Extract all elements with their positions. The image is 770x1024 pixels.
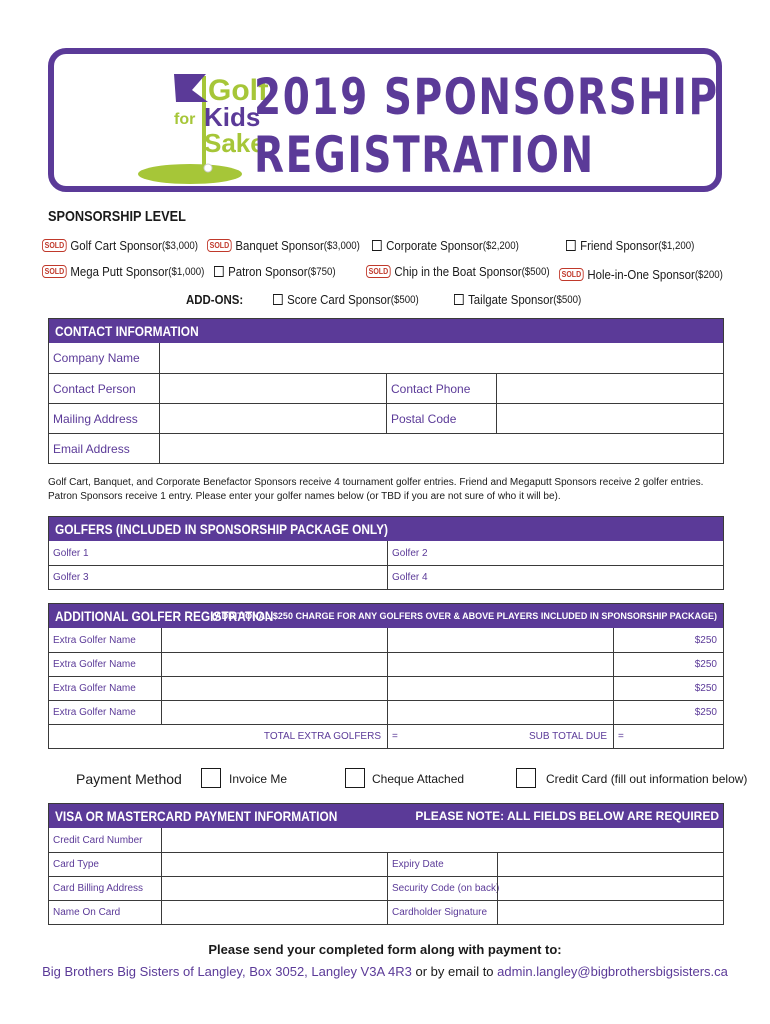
option-price: ($2,200) (482, 239, 519, 252)
table-row (49, 676, 723, 700)
extra-golfer-field-2[interactable] (387, 628, 613, 652)
sold-stamp: SOLD (42, 239, 67, 252)
credit-card-label: Credit Card (fill out information below) (546, 772, 748, 786)
card-type-label: Card Type (53, 859, 99, 870)
option-label: Chip in the Boat Sponsor (394, 264, 522, 279)
option-mega-putt-sponsor[interactable] (42, 264, 204, 279)
sub-total-due-field[interactable]: = (613, 725, 723, 748)
option-label: Hole-in-One Sponsor (587, 267, 695, 282)
option-label: Banquet Sponsor (235, 238, 324, 253)
required-fields-note: PLEASE NOTE: ALL FIELDS BELOW ARE REQUIRED (415, 809, 719, 823)
option-price: ($1,200) (658, 239, 695, 252)
title-line-2: REGISTRATION (254, 126, 595, 184)
postal-code-label: Postal Code (386, 404, 496, 433)
contact-phone-label: Contact Phone (386, 374, 496, 403)
company-name-label: Company Name (53, 351, 140, 365)
email-address-label: Email Address (53, 441, 130, 456)
golfer-entries-note: Golf Cart, Banquet, and Corporate Benefactor Sponsors receive 4 tournament golfer entries. Friend and Megaputt Sponsors receive 2 golfer entries. Patron Sponsors receive 1 entry. Please enter your golfer names below (or TBD if you are not sure of who it will be). (48, 477, 704, 502)
extra-golfer-price: $250 (613, 701, 723, 724)
credit-card-number-label: Credit Card Number (53, 834, 143, 846)
addon-tailgate-sponsor[interactable] (454, 292, 581, 307)
card-billing-address-field[interactable] (161, 877, 387, 900)
mailing-address-label: Mailing Address (53, 411, 138, 426)
mailing-address-field[interactable] (159, 404, 386, 433)
table-row (49, 652, 723, 676)
contact-person-field[interactable] (159, 374, 386, 403)
footer-instruction: Please send your completed form along with payment to: (208, 942, 562, 957)
extra-golfer-field[interactable] (161, 701, 387, 724)
expiry-date-label: Expiry Date (387, 853, 497, 876)
extra-golfer-field-2[interactable] (387, 701, 613, 724)
option-price: ($3,000) (161, 239, 198, 252)
logo-sake: Sake (204, 128, 265, 158)
additional-golfer-table (48, 603, 724, 749)
addon-score-card-sponsor[interactable] (273, 292, 419, 307)
extra-golfer-label: Extra Golfer Name (53, 659, 136, 670)
golfer-1-field[interactable]: Golfer 1 (53, 547, 89, 559)
payment-method-label: Payment Method (76, 771, 182, 787)
header-box (48, 48, 722, 192)
invoice-me-checkbox[interactable] (201, 768, 221, 788)
invoice-me-label: Invoice Me (229, 772, 288, 786)
option-label: Corporate Sponsor (386, 238, 483, 253)
sold-stamp: SOLD (207, 239, 232, 252)
golfer-2-field[interactable]: Golfer 2 (387, 541, 723, 565)
option-hole-in-one-sponsor[interactable] (559, 267, 723, 282)
checkbox[interactable] (372, 240, 382, 251)
sold-stamp: SOLD (42, 265, 67, 278)
contact-information-table (48, 318, 724, 464)
table-row (49, 852, 723, 876)
card-billing-address-label: Card Billing Address (53, 883, 144, 894)
table-row (49, 403, 723, 433)
company-name-field[interactable] (159, 343, 723, 373)
option-label: Golf Cart Sponsor (70, 238, 162, 253)
table-row (49, 565, 723, 589)
table-row (49, 541, 723, 565)
extra-golfer-label: Extra Golfer Name (53, 707, 136, 718)
option-label: Mega Putt Sponsor (70, 264, 169, 279)
expiry-date-field[interactable] (497, 853, 723, 876)
cardholder-signature-label: Cardholder Signature (387, 901, 497, 924)
option-price: ($500) (390, 293, 419, 306)
sub-total-due-label: SUB TOTAL DUE (529, 731, 607, 742)
option-golf-cart-sponsor[interactable] (42, 238, 198, 253)
card-payment-table (48, 803, 724, 925)
option-label: Score Card Sponsor (287, 292, 391, 307)
extra-golfer-label: Extra Golfer Name (53, 634, 136, 646)
security-code-field[interactable] (497, 877, 723, 900)
postal-code-field[interactable] (496, 404, 723, 433)
extra-golfer-field-2[interactable] (387, 653, 613, 676)
option-price: ($3,000) (323, 239, 360, 252)
extra-golfer-field[interactable] (161, 653, 387, 676)
sold-stamp: SOLD (366, 265, 391, 278)
option-patron-sponsor[interactable] (214, 264, 336, 279)
table-row (49, 876, 723, 900)
security-code-label: Security Code (on back) (387, 877, 497, 900)
option-corporate-sponsor[interactable] (372, 238, 519, 253)
cheque-attached-checkbox[interactable] (345, 768, 365, 788)
option-label: Friend Sponsor (580, 238, 659, 253)
email-address-field[interactable] (159, 434, 723, 463)
golfer-4-field[interactable]: Golfer 4 (387, 566, 723, 589)
checkbox[interactable] (566, 240, 576, 251)
checkbox[interactable] (273, 294, 283, 305)
contact-information-heading: CONTACT INFORMATION (49, 319, 723, 343)
cardholder-signature-field[interactable] (497, 901, 723, 924)
table-row (49, 373, 723, 403)
option-price: ($500) (553, 293, 582, 306)
name-on-card-label: Name On Card (53, 907, 121, 918)
table-row (49, 343, 723, 373)
option-chip-in-the-boat-sponsor[interactable] (366, 264, 550, 279)
option-label: Tailgate Sponsor (468, 292, 554, 307)
table-row (49, 433, 723, 463)
extra-golfer-field[interactable] (161, 677, 387, 700)
table-row (49, 900, 723, 924)
golfers-table (48, 516, 724, 590)
additional-golfer-heading: ADDITIONAL GOLFER REGISTRATION (ADDITIONAL $250 CHARGE FOR ANY GOLFERS OVER & ABOVE PLAYERS INCLUDED IN SPONSORSHIP PACKAGE) (49, 604, 723, 628)
extra-golfer-price: $250 (613, 653, 723, 676)
logo-golf: Golf (208, 74, 268, 107)
total-extra-golfers-label: TOTAL EXTRA GOLFERS (263, 731, 381, 742)
footer-email-link[interactable]: admin.langley@bigbrothersbigsisters.ca (497, 964, 728, 979)
title-line-1: 2019 SPONSORSHIP (254, 68, 719, 126)
page-title (254, 68, 719, 184)
total-extra-golfers-field[interactable]: = (387, 725, 537, 748)
checkbox[interactable] (454, 294, 464, 305)
golfers-heading: GOLFERS (INCLUDED IN SPONSORSHIP PACKAGE ONLY) (49, 517, 723, 541)
name-on-card-field[interactable] (161, 901, 387, 924)
credit-card-checkbox[interactable] (516, 768, 536, 788)
extra-golfer-price: $250 (613, 677, 723, 700)
option-label: Patron Sponsor (228, 264, 308, 279)
sold-stamp: SOLD (559, 268, 584, 281)
card-payment-heading: VISA OR MASTERCARD PAYMENT INFORMATION PLEASE NOTE: ALL FIELDS BELOW ARE REQUIRED (49, 804, 723, 828)
extra-golfer-field-2[interactable] (387, 677, 613, 700)
contact-person-label: Contact Person (53, 381, 136, 396)
logo-kids: Kids (204, 102, 261, 132)
cheque-attached-label: Cheque Attached (372, 772, 465, 786)
credit-card-number-field[interactable] (161, 828, 723, 852)
option-price: ($500) (521, 265, 550, 278)
extra-golfer-field[interactable] (161, 628, 387, 652)
card-type-field[interactable] (161, 853, 387, 876)
option-friend-sponsor[interactable] (566, 238, 694, 253)
option-banquet-sponsor[interactable] (207, 238, 360, 253)
sponsorship-level-heading: SPONSORSHIP LEVEL (48, 208, 186, 225)
footer-organization: Big Brothers Big Sisters of Langley, Box 3052, Langley V3A 4R3 (42, 964, 412, 979)
checkbox[interactable] (214, 266, 224, 277)
footer-address-line (0, 964, 770, 979)
table-row (49, 828, 723, 852)
option-price: ($200) (694, 268, 723, 281)
addons-label: ADD-ONS: (186, 292, 244, 307)
option-price: ($1,000) (168, 265, 205, 278)
table-row (49, 628, 723, 652)
extra-golfer-price: $250 (613, 628, 723, 652)
option-price: ($750) (307, 265, 336, 278)
contact-phone-field[interactable] (496, 374, 723, 403)
table-row (49, 700, 723, 724)
table-row (49, 724, 723, 748)
extra-golfer-label: Extra Golfer Name (53, 683, 136, 694)
footer-or-email: or by email to (415, 964, 494, 979)
logo-for: for (174, 111, 196, 128)
additional-charge-note: (ADDITIONAL $250 CHARGE FOR ANY GOLFERS OVER & ABOVE PLAYERS INCLUDED IN SPONSORSHIP PACKAGE) (212, 611, 717, 621)
golfer-3-field[interactable]: Golfer 3 (53, 572, 89, 583)
